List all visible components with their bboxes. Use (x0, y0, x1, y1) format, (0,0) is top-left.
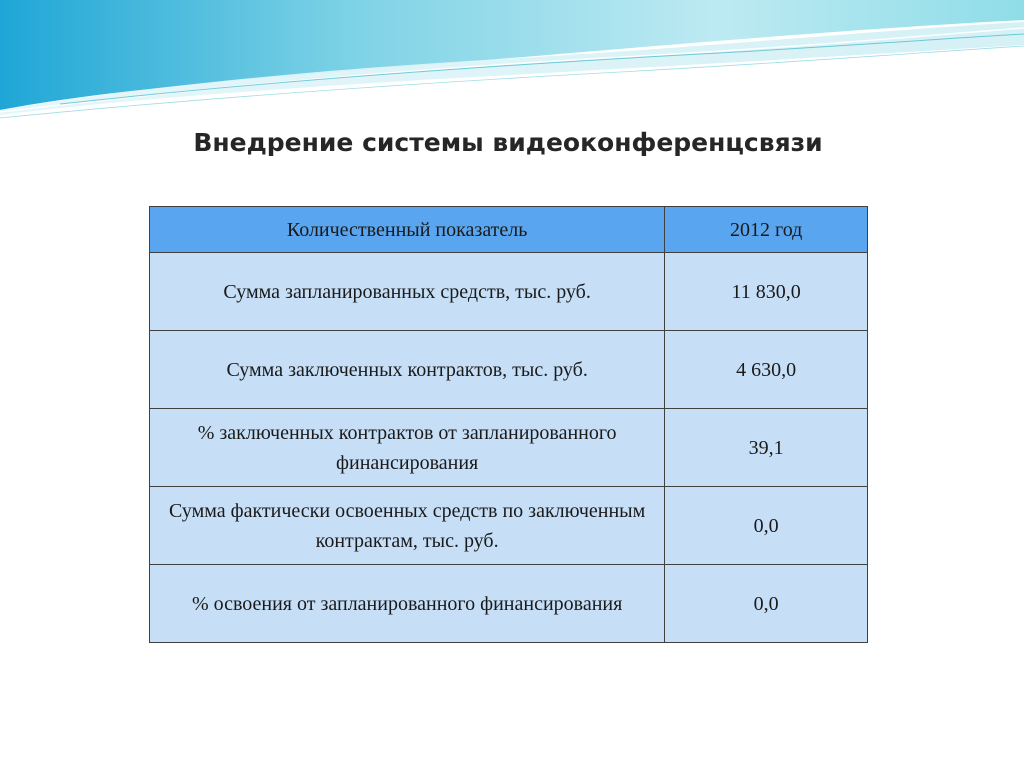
column-header-year: 2012 год (665, 207, 868, 253)
indicator-cell: Сумма фактически освоенных средств по заключенным контрактам, тыс. руб. (150, 487, 665, 565)
value-cell: 0,0 (665, 487, 868, 565)
indicator-cell: % заключенных контрактов от запланированного финансирования (150, 409, 665, 487)
table-row (150, 487, 868, 565)
value-cell: 11 830,0 (665, 253, 868, 331)
column-header-indicator: Количественный показатель (150, 207, 665, 253)
metrics-table (149, 206, 868, 643)
slide-title: Внедрение системы видеоконференцсвязи (193, 128, 823, 157)
indicator-cell: Сумма запланированных средств, тыс. руб. (150, 253, 665, 331)
indicator-cell: % освоения от запланированного финансирования (150, 565, 665, 643)
indicator-cell: Сумма заключенных контрактов, тыс. руб. (150, 331, 665, 409)
value-cell: 0,0 (665, 565, 868, 643)
value-cell: 4 630,0 (665, 331, 868, 409)
table-row (150, 565, 868, 643)
decorative-wave-header (0, 0, 1024, 130)
table-header-row (150, 207, 868, 253)
table-row (150, 331, 868, 409)
table-row (150, 253, 868, 331)
table-row (150, 409, 868, 487)
value-cell: 39,1 (665, 409, 868, 487)
